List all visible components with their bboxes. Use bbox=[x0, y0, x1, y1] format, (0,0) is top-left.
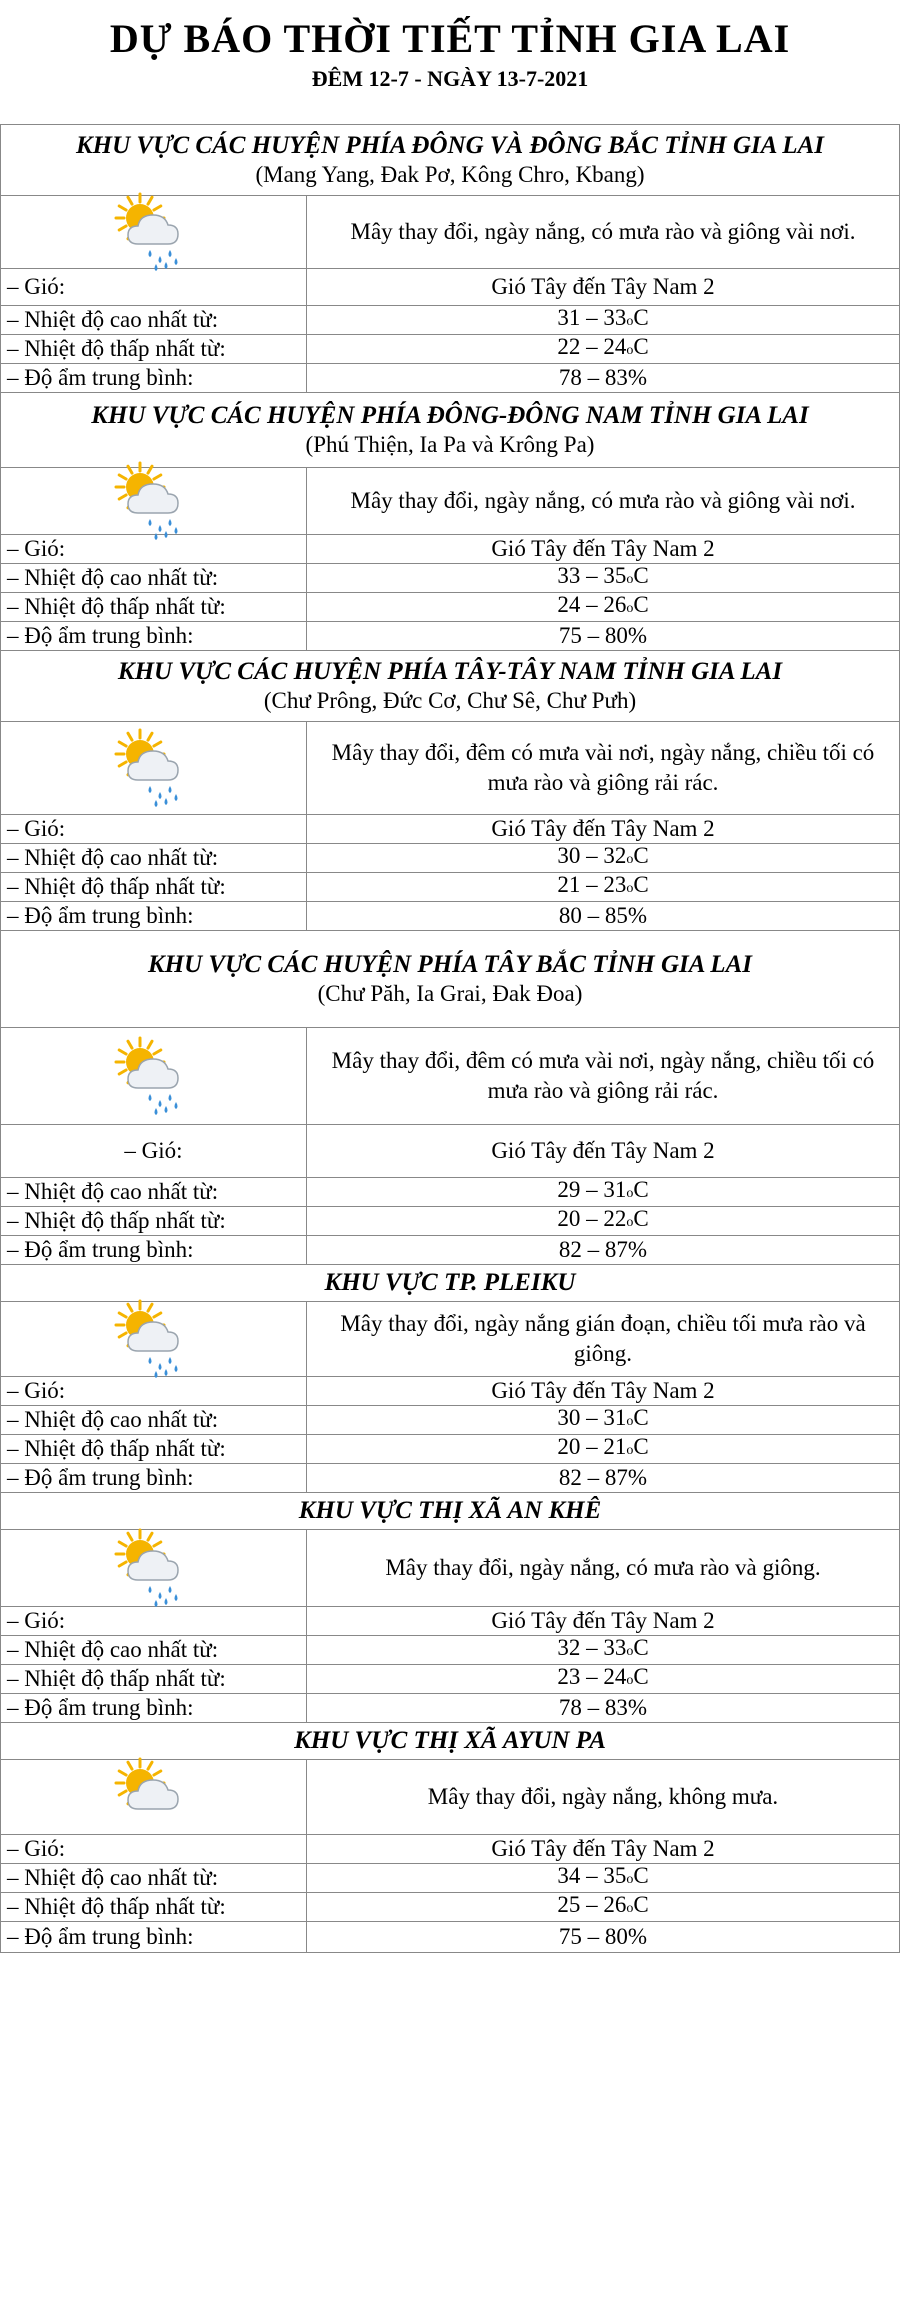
wind-value: Gió Tây đến Tây Nam 2 bbox=[491, 1608, 715, 1633]
degree-symbol: o bbox=[626, 1673, 634, 1688]
sun-cloud-rain-icon bbox=[1, 468, 307, 534]
max-temp-row bbox=[1, 564, 899, 593]
humidity-value: 78 – 83% bbox=[558, 1695, 648, 1720]
humidity-row bbox=[1, 364, 899, 393]
wind-value: Gió Tây đến Tây Nam 2 bbox=[491, 1138, 715, 1163]
region-section bbox=[1, 125, 899, 393]
max-temp-row bbox=[1, 844, 899, 873]
region-districts: (Phú Thiện, Ia Pa và Krông Pa) bbox=[305, 432, 595, 457]
humidity-label: – Độ ẩm trung bình: bbox=[1, 1464, 307, 1492]
celsius-unit: C bbox=[633, 1177, 649, 1202]
max-temp-row bbox=[1, 1406, 899, 1435]
min-temp-label: – Nhiệt độ thấp nhất từ: bbox=[1, 1435, 307, 1463]
wind-value: Gió Tây đến Tây Nam 2 bbox=[491, 536, 715, 561]
min-temp-value bbox=[307, 1207, 899, 1235]
humidity-value: 75 – 80% bbox=[558, 623, 648, 648]
degree-symbol: o bbox=[626, 881, 634, 896]
humidity-row bbox=[1, 1922, 899, 1953]
wind-label: – Gió: bbox=[1, 815, 307, 843]
wind-label: – Gió: bbox=[1, 1835, 307, 1863]
max-temp-label: – Nhiệt độ cao nhất từ: bbox=[1, 1406, 307, 1434]
summary-row bbox=[1, 1530, 899, 1607]
min-temp-value bbox=[307, 1665, 899, 1693]
celsius-unit: C bbox=[633, 1863, 649, 1888]
weather-summary: Mây thay đổi, ngày nắng, có mưa rào và giông. bbox=[385, 1555, 821, 1580]
wind-value: Gió Tây đến Tây Nam 2 bbox=[491, 1378, 715, 1403]
summary-row bbox=[1, 722, 899, 815]
region-districts: (Chư Prông, Đức Cơ, Chư Sê, Chư Pưh) bbox=[263, 688, 637, 713]
max-temp-label: – Nhiệt độ cao nhất từ: bbox=[1, 844, 307, 872]
min-temp-row bbox=[1, 335, 899, 364]
wind-label: – Gió: bbox=[1, 269, 307, 305]
region-header bbox=[1, 1723, 899, 1760]
summary-row bbox=[1, 1028, 899, 1125]
wind-row bbox=[1, 1377, 899, 1406]
temp-range: 29 – 31 bbox=[557, 1177, 627, 1202]
max-temp-row bbox=[1, 306, 899, 335]
sun-cloud-icon bbox=[1, 1760, 307, 1834]
humidity-label: – Độ ẩm trung bình: bbox=[1, 1236, 307, 1264]
temp-range: 22 – 24 bbox=[557, 334, 627, 359]
celsius-unit: C bbox=[633, 1892, 649, 1917]
region-header bbox=[1, 1265, 899, 1302]
temp-range: 20 – 21 bbox=[557, 1434, 627, 1459]
temp-range: 20 – 22 bbox=[557, 1206, 627, 1231]
min-temp-value bbox=[307, 593, 899, 621]
min-temp-value bbox=[307, 335, 899, 363]
min-temp-label: – Nhiệt độ thấp nhất từ: bbox=[1, 1207, 307, 1235]
region-header bbox=[1, 125, 899, 196]
humidity-label: – Độ ẩm trung bình: bbox=[1, 364, 307, 392]
wind-label: – Gió: bbox=[1, 1377, 307, 1405]
temp-range: 33 – 35 bbox=[557, 563, 627, 588]
celsius-unit: C bbox=[633, 1664, 649, 1689]
degree-symbol: o bbox=[626, 601, 634, 616]
max-temp-row bbox=[1, 1178, 899, 1207]
celsius-unit: C bbox=[633, 1635, 649, 1660]
humidity-value: 82 – 87% bbox=[558, 1237, 648, 1262]
humidity-row bbox=[1, 902, 899, 931]
wind-value: Gió Tây đến Tây Nam 2 bbox=[491, 1836, 715, 1861]
humidity-label: – Độ ẩm trung bình: bbox=[1, 1694, 307, 1722]
max-temp-value bbox=[307, 306, 899, 334]
humidity-row bbox=[1, 1694, 899, 1723]
region-section bbox=[1, 1493, 899, 1723]
max-temp-value bbox=[307, 564, 899, 592]
region-title: KHU VỰC CÁC HUYỆN PHÍA ĐÔNG VÀ ĐÔNG BẮC TỈNH GIA LAI bbox=[76, 132, 824, 159]
wind-label: – Gió: bbox=[1, 1125, 307, 1177]
celsius-unit: C bbox=[633, 563, 649, 588]
wind-row bbox=[1, 1835, 899, 1864]
weather-summary: Mây thay đổi, đêm có mưa vài nơi, ngày nắng, chiều tối có mưa rào và giông rải rác. bbox=[331, 740, 875, 795]
celsius-unit: C bbox=[633, 305, 649, 330]
min-temp-row bbox=[1, 873, 899, 902]
celsius-unit: C bbox=[633, 592, 649, 617]
wind-value: Gió Tây đến Tây Nam 2 bbox=[491, 274, 715, 299]
region-title: KHU VỰC THỊ XÃ AN KHÊ bbox=[298, 1497, 602, 1524]
temp-range: 30 – 31 bbox=[557, 1405, 627, 1430]
temp-range: 24 – 26 bbox=[557, 592, 627, 617]
degree-symbol: o bbox=[626, 1186, 634, 1201]
min-temp-value bbox=[307, 1893, 899, 1921]
forecast-table bbox=[0, 124, 900, 1953]
region-section bbox=[1, 651, 899, 931]
max-temp-label: – Nhiệt độ cao nhất từ: bbox=[1, 1864, 307, 1892]
max-temp-row bbox=[1, 1636, 899, 1665]
degree-symbol: o bbox=[626, 1443, 634, 1458]
wind-row bbox=[1, 269, 899, 306]
min-temp-row bbox=[1, 1435, 899, 1464]
max-temp-label: – Nhiệt độ cao nhất từ: bbox=[1, 1178, 307, 1206]
wind-row bbox=[1, 1607, 899, 1636]
degree-symbol: o bbox=[626, 1644, 634, 1659]
weather-summary: Mây thay đổi, ngày nắng, có mưa rào và giông vài nơi. bbox=[350, 488, 856, 513]
weather-summary: Mây thay đổi, ngày nắng gián đoạn, chiều tối mưa rào và giông. bbox=[340, 1311, 866, 1366]
humidity-row bbox=[1, 1464, 899, 1493]
summary-row bbox=[1, 468, 899, 535]
degree-symbol: o bbox=[626, 314, 634, 329]
weather-summary: Mây thay đổi, đêm có mưa vài nơi, ngày nắng, chiều tối có mưa rào và giông rải rác. bbox=[331, 1048, 875, 1103]
temp-range: 23 – 24 bbox=[557, 1664, 627, 1689]
region-title: KHU VỰC CÁC HUYỆN PHÍA ĐÔNG-ĐÔNG NAM TỈNH GIA LAI bbox=[91, 402, 809, 429]
celsius-unit: C bbox=[633, 843, 649, 868]
max-temp-label: – Nhiệt độ cao nhất từ: bbox=[1, 564, 307, 592]
region-section bbox=[1, 1265, 899, 1493]
sun-cloud-rain-icon bbox=[1, 1028, 307, 1124]
temp-range: 34 – 35 bbox=[557, 1863, 627, 1888]
weather-summary: Mây thay đổi, ngày nắng, không mưa. bbox=[427, 1784, 779, 1809]
page-title: DỰ BÁO THỜI TIẾT TỈNH GIA LAI bbox=[109, 16, 791, 61]
max-temp-value bbox=[307, 1636, 899, 1664]
sun-cloud-rain-icon bbox=[1, 196, 307, 268]
page-subtitle: ĐÊM 12-7 - NGÀY 13-7-2021 bbox=[311, 66, 589, 91]
degree-symbol: o bbox=[626, 1872, 634, 1887]
max-temp-value bbox=[307, 1178, 899, 1206]
region-districts: (Chư Păh, Ia Grai, Đak Đoa) bbox=[317, 981, 583, 1006]
min-temp-row bbox=[1, 593, 899, 622]
sun-cloud-rain-icon bbox=[1, 1302, 307, 1376]
region-header bbox=[1, 393, 899, 468]
humidity-row bbox=[1, 622, 899, 651]
celsius-unit: C bbox=[633, 872, 649, 897]
wind-label: – Gió: bbox=[1, 1607, 307, 1635]
humidity-value: 82 – 87% bbox=[558, 1465, 648, 1490]
degree-symbol: o bbox=[626, 343, 634, 358]
humidity-row bbox=[1, 1236, 899, 1265]
region-header bbox=[1, 651, 899, 722]
region-title: KHU VỰC CÁC HUYỆN PHÍA TÂY-TÂY NAM TỈNH GIA LAI bbox=[117, 658, 783, 685]
wind-value: Gió Tây đến Tây Nam 2 bbox=[491, 816, 715, 841]
region-title: KHU VỰC CÁC HUYỆN PHÍA TÂY BẮC TỈNH GIA LAI bbox=[148, 951, 752, 978]
humidity-label: – Độ ẩm trung bình: bbox=[1, 1922, 307, 1952]
humidity-value: 75 – 80% bbox=[558, 1924, 648, 1949]
max-temp-value bbox=[307, 1864, 899, 1892]
degree-symbol: o bbox=[626, 1414, 634, 1429]
min-temp-row bbox=[1, 1665, 899, 1694]
min-temp-label: – Nhiệt độ thấp nhất từ: bbox=[1, 873, 307, 901]
max-temp-label: – Nhiệt độ cao nhất từ: bbox=[1, 1636, 307, 1664]
region-section bbox=[1, 393, 899, 651]
degree-symbol: o bbox=[626, 1901, 634, 1916]
temp-range: 25 – 26 bbox=[557, 1892, 627, 1917]
temp-range: 32 – 33 bbox=[557, 1635, 627, 1660]
min-temp-row bbox=[1, 1893, 899, 1922]
region-header bbox=[1, 931, 899, 1028]
celsius-unit: C bbox=[633, 1434, 649, 1459]
max-temp-row bbox=[1, 1864, 899, 1893]
wind-row bbox=[1, 535, 899, 564]
celsius-unit: C bbox=[633, 334, 649, 359]
temp-range: 30 – 32 bbox=[557, 843, 627, 868]
min-temp-label: – Nhiệt độ thấp nhất từ: bbox=[1, 1893, 307, 1921]
region-districts: (Mang Yang, Đak Pơ, Kông Chro, Kbang) bbox=[255, 162, 645, 187]
min-temp-label: – Nhiệt độ thấp nhất từ: bbox=[1, 593, 307, 621]
humidity-label: – Độ ẩm trung bình: bbox=[1, 902, 307, 930]
summary-row bbox=[1, 1760, 899, 1835]
region-header bbox=[1, 1493, 899, 1530]
summary-row bbox=[1, 1302, 899, 1377]
humidity-value: 80 – 85% bbox=[558, 903, 648, 928]
celsius-unit: C bbox=[633, 1206, 649, 1231]
degree-symbol: o bbox=[626, 1215, 634, 1230]
sun-cloud-rain-icon bbox=[1, 1530, 307, 1606]
min-temp-label: – Nhiệt độ thấp nhất từ: bbox=[1, 1665, 307, 1693]
celsius-unit: C bbox=[633, 1405, 649, 1430]
temp-range: 21 – 23 bbox=[557, 872, 627, 897]
min-temp-value bbox=[307, 1435, 899, 1463]
max-temp-value bbox=[307, 1406, 899, 1434]
sun-cloud-rain-icon bbox=[1, 722, 307, 814]
max-temp-value bbox=[307, 844, 899, 872]
region-section bbox=[1, 1723, 899, 1953]
degree-symbol: o bbox=[626, 852, 634, 867]
humidity-label: – Độ ẩm trung bình: bbox=[1, 622, 307, 650]
min-temp-row bbox=[1, 1207, 899, 1236]
wind-label: – Gió: bbox=[1, 535, 307, 563]
region-title: KHU VỰC THỊ XÃ AYUN PA bbox=[294, 1727, 606, 1754]
wind-row bbox=[1, 1125, 899, 1178]
min-temp-label: – Nhiệt độ thấp nhất từ: bbox=[1, 335, 307, 363]
min-temp-value bbox=[307, 873, 899, 901]
degree-symbol: o bbox=[626, 572, 634, 587]
max-temp-label: – Nhiệt độ cao nhất từ: bbox=[1, 306, 307, 334]
weather-summary: Mây thay đổi, ngày nắng, có mưa rào và giông vài nơi. bbox=[350, 219, 856, 244]
region-section bbox=[1, 931, 899, 1265]
region-title: KHU VỰC TP. PLEIKU bbox=[324, 1269, 576, 1296]
temp-range: 31 – 33 bbox=[557, 305, 627, 330]
wind-row bbox=[1, 815, 899, 844]
humidity-value: 78 – 83% bbox=[558, 365, 648, 390]
summary-row bbox=[1, 196, 899, 269]
